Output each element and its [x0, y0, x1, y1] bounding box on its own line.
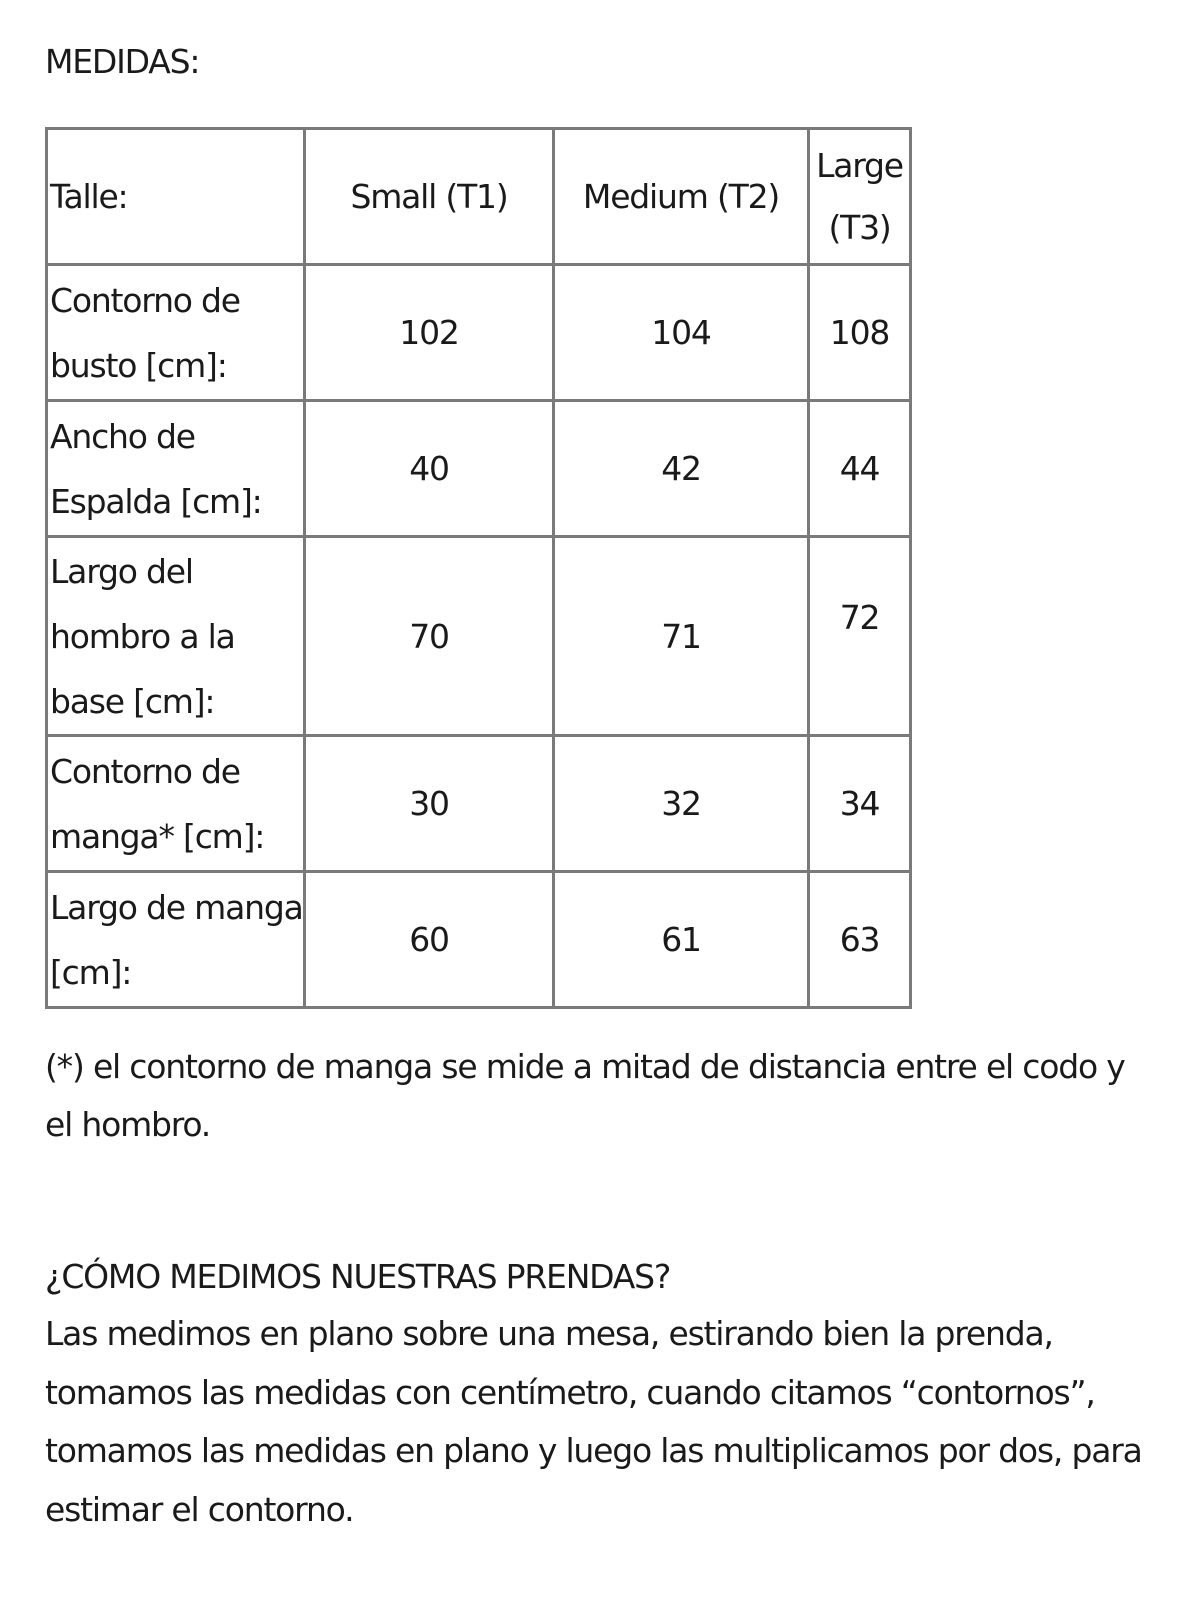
cell-medium: 42 — [554, 401, 809, 537]
cell-medium: 71 — [554, 537, 809, 736]
cell-small: 30 — [305, 736, 554, 872]
cell-large: 44 — [809, 401, 911, 537]
table-header-row — [47, 129, 911, 265]
row-label: Contorno de manga* [cm]: — [47, 736, 305, 872]
table-row — [47, 537, 911, 736]
sleeve-footnote: (*) el contorno de manga se mide a mitad de distancia entre el codo y el hombro. — [45, 1047, 1125, 1144]
page-heading: MEDIDAS: — [45, 42, 200, 81]
cell-large: 72 — [809, 537, 911, 736]
table-row — [47, 872, 911, 1008]
row-label: Contorno de busto [cm]: — [47, 265, 305, 401]
how-we-measure-text: Las medimos en plano sobre una mesa, estirando bien la prenda, tomamos las medidas con centímetro, cuando citamos “contornos”, tomamos las medidas en plano y luego las multiplicamos por dos, para estimar el contorno. — [45, 1314, 1142, 1529]
table-row — [47, 401, 911, 537]
header-large: Large (T3) — [809, 129, 911, 265]
row-label: Largo de manga [cm]: — [47, 872, 305, 1008]
size-table — [45, 127, 912, 1009]
header-small: Small (T1) — [305, 129, 554, 265]
how-we-measure-heading: ¿CÓMO MEDIMOS NUESTRAS PRENDAS? — [45, 1257, 671, 1296]
row-label: Ancho de Espalda [cm]: — [47, 401, 305, 537]
cell-small: 102 — [305, 265, 554, 401]
cell-small: 70 — [305, 537, 554, 736]
row-label: Largo del hombro a la base [cm]: — [47, 537, 305, 736]
cell-small: 40 — [305, 401, 554, 537]
cell-large: 108 — [809, 265, 911, 401]
header-talle-label: Talle: — [47, 129, 305, 265]
table-row — [47, 265, 911, 401]
cell-large: 63 — [809, 872, 911, 1008]
cell-medium: 104 — [554, 265, 809, 401]
cell-small: 60 — [305, 872, 554, 1008]
cell-large: 34 — [809, 736, 911, 872]
cell-medium: 61 — [554, 872, 809, 1008]
table-row — [47, 736, 911, 872]
header-medium: Medium (T2) — [554, 129, 809, 265]
cell-medium: 32 — [554, 736, 809, 872]
